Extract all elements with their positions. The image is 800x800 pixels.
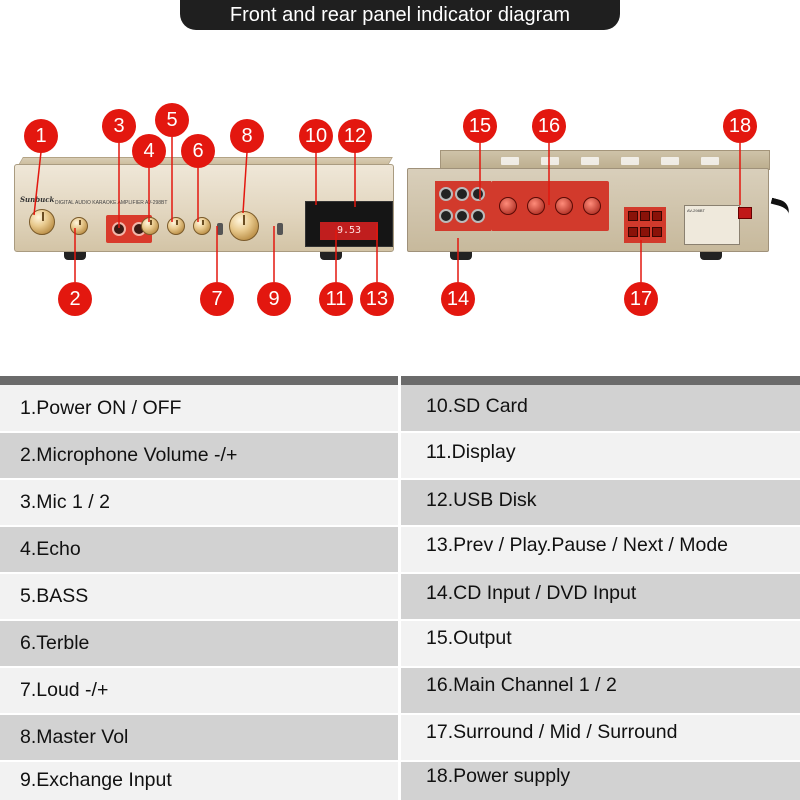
legend-item-5: 5.BASS [0, 573, 398, 620]
front-model-text: DIGITAL AUDIO KARAOKE AMPLIFIER AV-298BT [55, 200, 168, 206]
front-foot-right [320, 252, 342, 260]
legend-item-9: 9.Exchange Input [0, 761, 398, 800]
legend-item-1: 1.Power ON / OFF [0, 385, 398, 432]
callout-4: 4 [132, 134, 166, 168]
power-switch [29, 209, 55, 235]
display-readout: 9.53 [320, 222, 378, 240]
callout-14: 14 [441, 282, 475, 316]
table-column-divider [398, 376, 401, 800]
callout-12: 12 [338, 119, 372, 153]
legend-item-11: 11.Display [400, 432, 800, 479]
rear-foot-right [700, 252, 722, 260]
loud-button [217, 223, 223, 235]
callout-9: 9 [257, 282, 291, 316]
main-channel-speaker-terminals [491, 181, 609, 231]
legend-item-4: 4.Echo [0, 526, 398, 573]
treble-knob [193, 217, 211, 235]
power-cord [769, 198, 792, 217]
callout-17: 17 [624, 282, 658, 316]
legend-item-13: 13.Prev / Play.Pause / Next / Mode [400, 526, 800, 573]
callout-10: 10 [299, 119, 333, 153]
rear-label-plate: AV-298BT [684, 205, 740, 245]
legend-item-18: 18.Power supply [400, 761, 800, 800]
master-volume-knob [229, 211, 259, 241]
exchange-input-button [277, 223, 283, 235]
legend-item-17: 17.Surround / Mid / Surround [400, 714, 800, 761]
echo-knob [141, 217, 159, 235]
legend-item-8: 8.Master Vol [0, 714, 398, 761]
front-foot-left [64, 252, 86, 260]
legend-item-15: 15.Output [400, 620, 800, 667]
callout-15: 15 [463, 109, 497, 143]
callout-7: 7 [200, 282, 234, 316]
callout-5: 5 [155, 103, 189, 137]
rear-foot-left [450, 252, 472, 260]
legend-item-6: 6.Terble [0, 620, 398, 667]
rca-input-output-panel [435, 181, 491, 231]
legend-item-2: 2.Microphone Volume -/+ [0, 432, 398, 479]
callout-2: 2 [58, 282, 92, 316]
callout-1: 1 [24, 119, 58, 153]
rear-top-cover [440, 150, 770, 170]
bass-knob [167, 217, 185, 235]
display-panel [305, 201, 393, 247]
diagram-title: Front and rear panel indicator diagram [180, 0, 620, 30]
amplifier-rear-panel [407, 168, 769, 252]
mic-volume-knob [70, 217, 88, 235]
power-cord-socket [738, 207, 752, 219]
callout-3: 3 [102, 109, 136, 143]
callout-6: 6 [181, 134, 215, 168]
legend-item-14: 14.CD Input / DVD Input [400, 573, 800, 620]
legend-item-12: 12.USB Disk [400, 479, 800, 526]
callout-13: 13 [360, 282, 394, 316]
callout-18: 18 [723, 109, 757, 143]
callout-8: 8 [230, 119, 264, 153]
legend-item-10: 10.SD Card [400, 385, 800, 432]
amplifier-front-panel [14, 164, 394, 252]
surround-terminals [624, 207, 666, 243]
callout-16: 16 [532, 109, 566, 143]
legend-item-3: 3.Mic 1 / 2 [0, 479, 398, 526]
brand-logo: Sunbuck [20, 195, 55, 204]
legend-item-16: 16.Main Channel 1 / 2 [400, 667, 800, 714]
callout-11: 11 [319, 282, 353, 316]
legend-item-7: 7.Loud -/+ [0, 667, 398, 714]
